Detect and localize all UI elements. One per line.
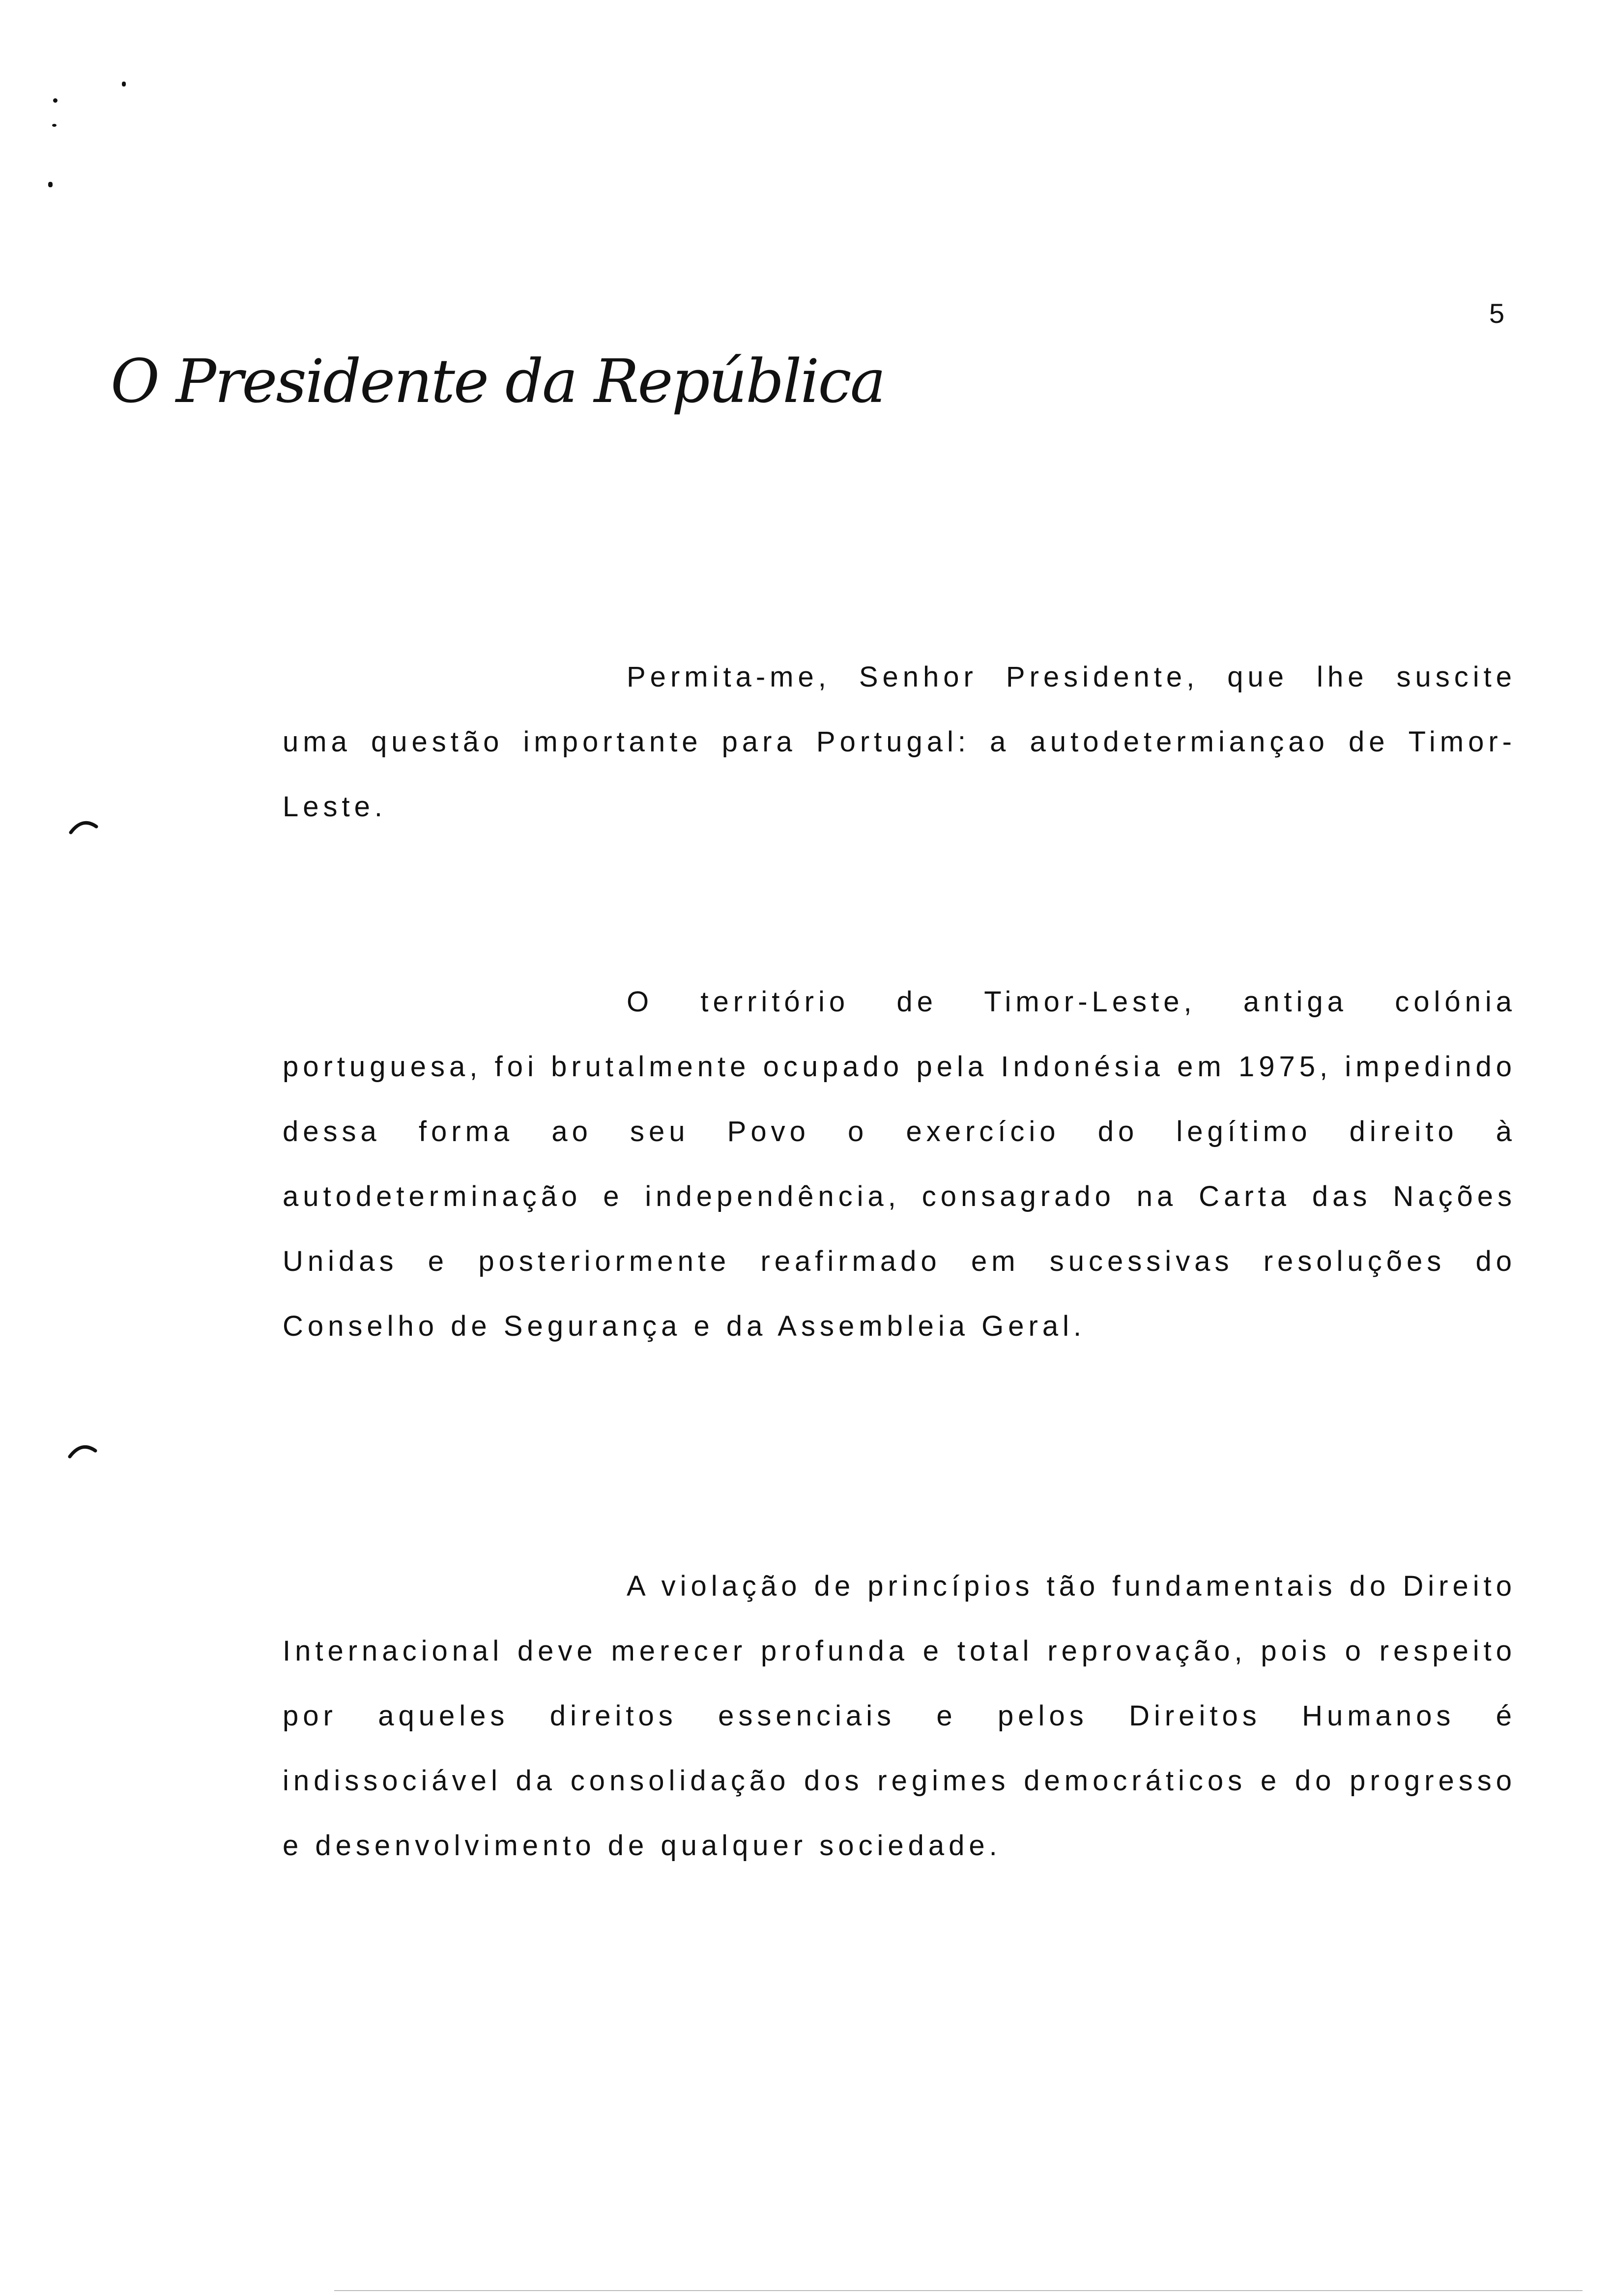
paragraph-text: A violação de princípios tão fundamentais do Direito Internacional deve merecer profunda e total reprovação, pois o respeito por aqueles direitos essenciais e pelos Direitos Humanos é indissociável da consolidação dos regimes democráticos e do progresso e desenvolvimento de qualquer sociedade. (283, 1570, 1516, 1862)
scan-edge-line (334, 2290, 1583, 2291)
scan-speck (48, 182, 53, 187)
scan-speck (53, 98, 58, 103)
paragraph (283, 1554, 1516, 1878)
paragraph-text: Permita-me, Senhor Presidente, que lhe suscite uma questão importante para Portugal: a autodetermiançao de Timor-Leste. (283, 661, 1516, 823)
paragraph (283, 645, 1516, 839)
punch-hole-mark (68, 1440, 97, 1460)
paragraph (283, 970, 1516, 1359)
scan-speck (122, 82, 126, 86)
punch-hole-mark (69, 816, 98, 835)
letterhead-title: O Presidente da República (111, 346, 885, 416)
paragraph-text: O território de Timor-Leste, antiga colónia portuguesa, foi brutalmente ocupado pela Indonésia em 1975, impedindo dessa forma ao seu Povo o exercício do legítimo direito à autodeterminação e independência, consagrado na Carta das Nações Unidas e posteriormente reafirmado em sucessivas resoluções do Conselho de Segurança e da Assembleia Geral. (283, 986, 1516, 1342)
page-number: 5 (1489, 298, 1505, 329)
scan-speck (52, 124, 57, 127)
